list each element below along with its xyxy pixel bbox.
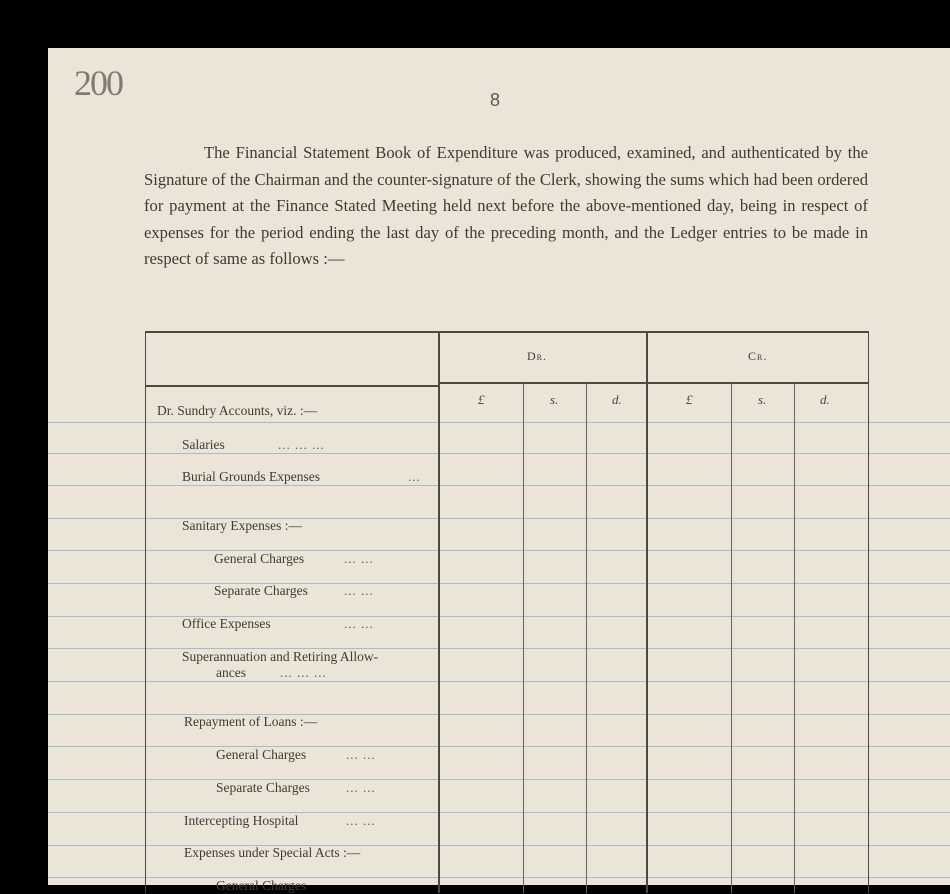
col-dr-pence: d. <box>612 392 622 407</box>
row-label: General Charges <box>214 551 305 566</box>
col-dr-pounds: £ <box>478 392 485 407</box>
row-label: Superannuation and Retiring Allow- <box>182 649 379 664</box>
column-rule <box>646 383 648 893</box>
row-label: Dr. Sundry Accounts, viz. :— <box>157 403 318 418</box>
header-divider <box>438 333 440 385</box>
folio-number: 200 <box>74 63 122 103</box>
row-label: ances <box>216 665 246 680</box>
header-rule <box>146 385 438 387</box>
leader-dots: ... ... <box>344 616 374 631</box>
leader-dots: ... ... <box>344 551 374 566</box>
leader-dots: ... ... <box>346 780 376 795</box>
column-rule <box>586 383 587 893</box>
col-cr-pence: d. <box>820 392 830 407</box>
leader-dots: ... ... <box>346 747 376 762</box>
cr-heading: Cr. <box>748 349 768 363</box>
leader-dots: ... ... ... <box>278 437 325 452</box>
row-label: Repayment of Loans :— <box>184 714 318 729</box>
column-rule <box>731 383 732 893</box>
row-label: Expenses under Special Acts :— <box>184 845 361 860</box>
column-rule <box>438 383 440 893</box>
header-divider <box>646 333 648 385</box>
document-page <box>48 48 950 893</box>
row-label: Office Expenses <box>182 616 271 631</box>
page-number: 8 <box>490 90 501 110</box>
dr-heading: Dr. <box>527 349 548 363</box>
leader-dots: ... ... <box>344 583 374 598</box>
ledger-table <box>145 331 869 893</box>
row-label: General Charges <box>216 878 307 893</box>
leader-dots: ... ... <box>346 813 376 828</box>
row-label: Separate Charges <box>214 583 308 598</box>
leader-dots: ... <box>408 469 421 484</box>
body-paragraph: The Financial Statement Book of Expenditure was produced, examined, and authenticated by the Signature of the Chairman and the counter-signature of the Clerk, showing the sums which had been ordered for payment at the Finance Stated Meeting held next before the above-mentioned day, being in respect of expenses for the period ending the last day of the preceding month, and the Ledger entries to be made in respect of same as follows :— <box>144 143 868 268</box>
row-label: General Charges <box>216 747 307 762</box>
column-rule <box>523 383 524 893</box>
col-cr-shillings: s. <box>758 392 767 407</box>
leader-dots: ... ... ... <box>280 665 327 680</box>
row-label: Intercepting Hospital <box>184 813 299 828</box>
col-cr-pounds: £ <box>686 392 693 407</box>
col-dr-shillings: s. <box>550 392 559 407</box>
header-rule <box>438 382 868 384</box>
row-label: Separate Charges <box>216 780 310 795</box>
row-label: Sanitary Expenses :— <box>182 518 302 533</box>
column-rule <box>794 383 795 893</box>
row-label: Salaries <box>182 437 225 452</box>
row-label: Burial Grounds Expenses <box>182 469 320 484</box>
